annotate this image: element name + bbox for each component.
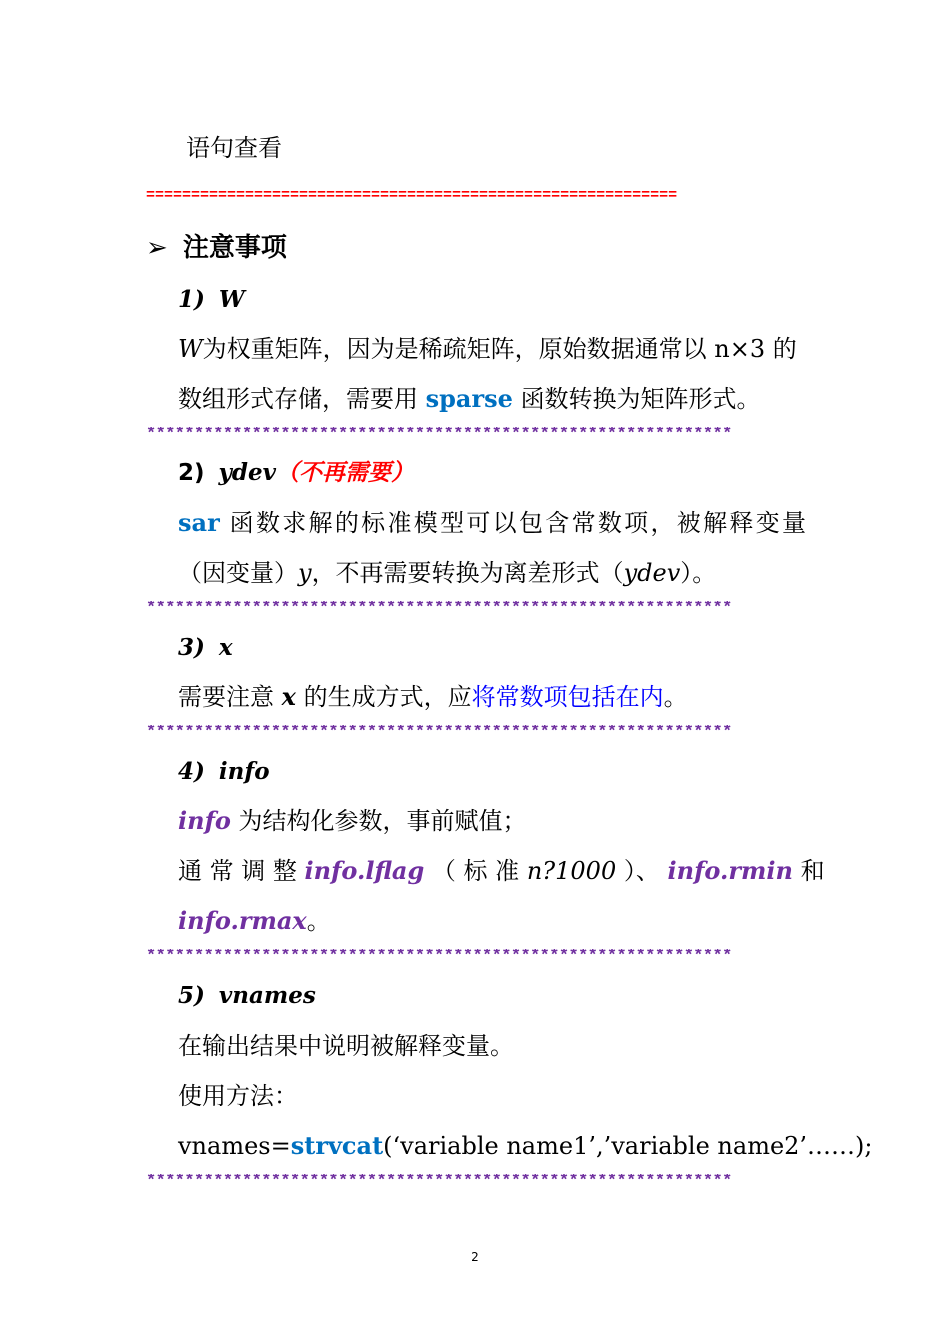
text: (‘variable name1’,’variable name2’……); [383, 1132, 873, 1160]
item-number: 5) [178, 982, 205, 1009]
item-vnames-paragraph-2: 使用方法： [178, 1082, 298, 1110]
text: 和 [800, 857, 825, 885]
intro-line: 语句查看 [186, 134, 282, 162]
item-number: 1) [178, 286, 205, 313]
section-heading [146, 232, 287, 264]
text: 为结构化参数，事前赋值； [238, 807, 527, 835]
text: 的生成方式，应 [303, 683, 472, 711]
item-number: 2) [178, 460, 205, 486]
text: vnames= [178, 1132, 291, 1160]
var-ydev: ydev [623, 559, 681, 587]
var-info: info [178, 806, 231, 835]
arrow-bullet-icon: ➢ [146, 233, 168, 263]
item-w-paragraph-2 [178, 384, 761, 414]
text: ）。 [680, 559, 717, 587]
text: （ 标 准 [431, 857, 520, 885]
text: 。 [663, 683, 688, 711]
item-name: x [218, 634, 233, 661]
highlight-text: 将常数项包括在内 [471, 683, 664, 711]
var-x: x [281, 682, 296, 711]
func-sar: sar [178, 508, 220, 537]
item-heading-info [178, 757, 270, 787]
text: 函数求解的标准模型可以包含常数项，被解释变量 [229, 509, 806, 537]
value-n: n?1000 [526, 857, 617, 885]
field-lflag: info.lflag [304, 856, 425, 885]
var-w: W [178, 335, 203, 363]
item-x-paragraph-1 [178, 682, 688, 712]
item-vnames-paragraph-1: 在输出结果中说明被解释变量。 [178, 1032, 514, 1060]
text: 。 [306, 907, 331, 935]
field-rmin: info.rmin [667, 856, 793, 885]
item-ydev-paragraph-1 [178, 508, 806, 538]
text: 数组形式存储，需要用 [178, 385, 418, 413]
section-title: 注意事项 [182, 233, 287, 263]
separator-star-3: ************************************************************* [146, 725, 732, 741]
item-name: W [218, 286, 245, 313]
item-heading-x [178, 633, 233, 663]
text: 需要注意 [178, 683, 274, 711]
item-info-paragraph-2 [178, 856, 825, 886]
separator-star-4: ************************************************************* [146, 949, 732, 965]
text: 通 常 调 整 [178, 857, 297, 885]
separator-star-2: ************************************************************* [146, 601, 732, 617]
item-name: ydev [218, 459, 276, 486]
item-name: info [218, 758, 270, 785]
text: 函数转换为矩阵形式。 [520, 385, 761, 413]
func-sparse: sparse [425, 384, 513, 413]
item-info-paragraph-3 [178, 906, 331, 936]
text: 为权重矩阵，因为是稀疏矩阵，原始数据通常以 n×3 的 [202, 335, 797, 363]
item-number: 4) [178, 758, 205, 785]
separator-eq: =========================================================== [146, 188, 678, 204]
item-number: 3) [178, 634, 205, 661]
item-heading-w [178, 285, 245, 315]
separator-star-1: ************************************************************* [146, 427, 732, 443]
item-vnames-code [178, 1131, 873, 1161]
text: （因变量） [178, 559, 298, 587]
item-name: vnames [218, 982, 316, 1009]
item-note: （不再需要） [275, 459, 414, 486]
var-y: y [298, 559, 312, 587]
item-info-paragraph-1 [178, 806, 527, 836]
separator-star-5: ************************************************************* [146, 1174, 732, 1190]
item-heading-vnames [178, 981, 316, 1011]
item-ydev-paragraph-2 [178, 558, 716, 588]
field-rmax: info.rmax [178, 906, 307, 935]
page-number: 2 [471, 1250, 479, 1264]
item-w-paragraph-1 [178, 334, 797, 364]
text: ）、 [623, 857, 660, 885]
item-heading-ydev [178, 458, 414, 488]
func-strvcat: strvcat [290, 1131, 384, 1160]
text: ，不再需要转换为离差形式（ [311, 559, 624, 587]
